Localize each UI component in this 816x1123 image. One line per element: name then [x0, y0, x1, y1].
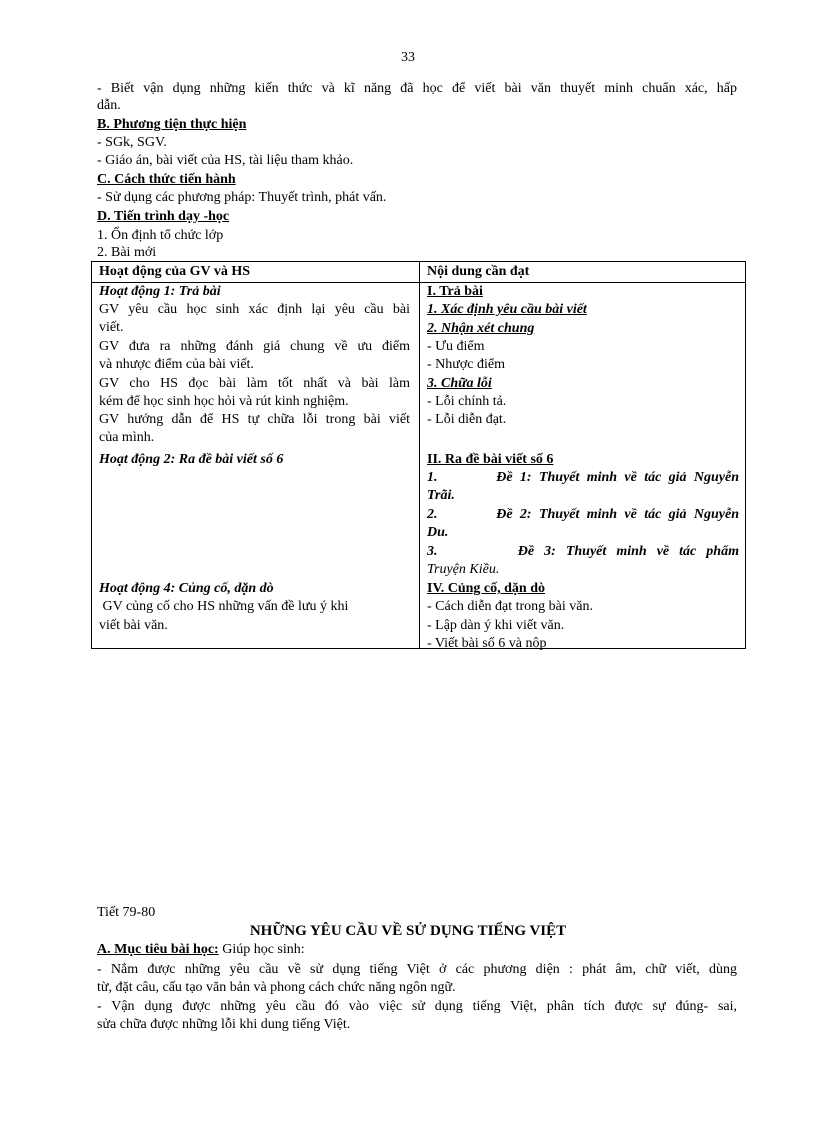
paragraph-line: từ, đặt câu, cấu tạo văn bản và phong cách chức năng ngôn ngữ.: [97, 980, 456, 995]
activity-line: kém để học sinh học hỏi và rút kinh nghiệm.: [99, 394, 349, 409]
section-d-item: 2. Bài mới: [97, 245, 157, 260]
activity-line: và nhược điểm của bài viết.: [99, 357, 254, 372]
topic-line: Du.: [427, 525, 449, 540]
paragraph-line: - Nắm được những yêu cầu về sử dụng tiếng Việt ở các phương diện : phát âm, chữ viết, dùng: [97, 962, 737, 977]
subsection-title: 1. Xác định yêu cầu bài viết: [427, 302, 587, 317]
section-d-heading: D. Tiến trình dạy -học: [97, 209, 230, 224]
content-item: - Cách diễn đạt trong bài văn.: [427, 599, 594, 614]
activity-line: viết.: [99, 320, 124, 335]
section-b-item: - Giáo án, bài viết của HS, tài liệu tham khảo.: [97, 153, 354, 168]
subsection-title: 2. Nhận xét chung: [427, 321, 535, 336]
section-d-item: 1. Ổn định tổ chức lớp: [97, 228, 224, 243]
activity-line: GV hướng dẫn để HS tự chữa lỗi trong bài viết: [99, 412, 410, 427]
header-text: Hoạt động của GV và HS: [99, 264, 251, 279]
objective-heading: A. Mục tiêu bài học:: [97, 942, 219, 957]
content-item: - Viết bài số 6 và nộp: [427, 636, 547, 651]
lesson-plan-table: [91, 261, 746, 649]
subsection-title: 3. Chữa lỗi: [427, 376, 492, 391]
paragraph-line: dẫn.: [97, 98, 121, 113]
activity-line: của mình.: [99, 430, 155, 445]
activity-line: GV yêu cầu học sinh xác định lại yêu cầu bài: [99, 302, 410, 317]
paragraph-line: sửa chữa được những lỗi khi dung tiếng Việt.: [97, 1017, 351, 1032]
section-b-item: - SGk, SGV.: [97, 135, 167, 150]
topic-line: 2. Đề 2: Thuyết minh về tác giả Nguyễn: [427, 507, 739, 522]
topic-line: Truyện Kiều.: [427, 562, 500, 577]
header-text: Nội dung cần đạt: [427, 264, 530, 279]
objective-intro: Giúp học sinh:: [218, 942, 305, 957]
section-4-title: IV. Củng cố, dặn dò: [427, 581, 546, 596]
activity-4-title: Hoạt động 4: Củng cố, dặn dò: [99, 581, 274, 596]
topic-line: 3. Đề 3: Thuyết minh về tác phẩm: [427, 544, 739, 559]
content-item: - Lỗi diễn đạt.: [427, 412, 507, 427]
activity-line: GV đưa ra những đánh giá chung về ưu điểm: [99, 339, 410, 354]
lesson-period: Tiết 79-80: [97, 905, 156, 920]
lesson-title: NHỮNG YÊU CẦU VỀ SỬ DỤNG TIẾNG VIỆT: [249, 923, 567, 939]
activity-line: viết bài văn.: [99, 618, 168, 633]
activity-2-title: Hoạt động 2: Ra đề bài viết số 6: [99, 452, 284, 467]
column-divider: [419, 262, 420, 648]
activity-line: GV củng cố cho HS những vấn đề lưu ý khi: [99, 599, 349, 614]
section-2-title: II. Ra đề bài viết số 6: [427, 452, 554, 467]
topic-line: 1. Đề 1: Thuyết minh về tác giả Nguyễn: [427, 470, 739, 485]
content-item: - Lỗi chính tả.: [427, 394, 507, 409]
activity-1-title: Hoạt động 1: Trả bài: [99, 284, 221, 299]
paragraph-line: - Biết vận dụng những kiến thức và kĩ năng đã học để viết bài văn thuyết minh chuẩn xác, hấp: [97, 81, 737, 96]
page-number: 33: [401, 50, 415, 65]
objective-line: [97, 941, 737, 958]
activity-line: GV cho HS đọc bài làm tốt nhất và bài làm: [99, 376, 410, 391]
section-c-heading: C. Cách thức tiến hành: [97, 172, 236, 187]
paragraph-line: - Vận dụng được những yêu cầu đó vào việc sử dụng tiếng Việt, phân tích được sự đúng- sai,: [97, 999, 737, 1014]
content-item: - Nhược điểm: [427, 357, 505, 372]
section-c-item: - Sử dụng các phương pháp: Thuyết trình, phát vấn.: [97, 190, 387, 205]
topic-line: Trãi.: [427, 488, 455, 503]
content-item: - Lập dàn ý khi viết văn.: [427, 618, 565, 633]
section-1-title: I. Trả bài: [427, 284, 483, 299]
section-b-heading: B. Phương tiện thực hiện: [97, 117, 247, 132]
content-item: - Ưu điểm: [427, 339, 485, 354]
